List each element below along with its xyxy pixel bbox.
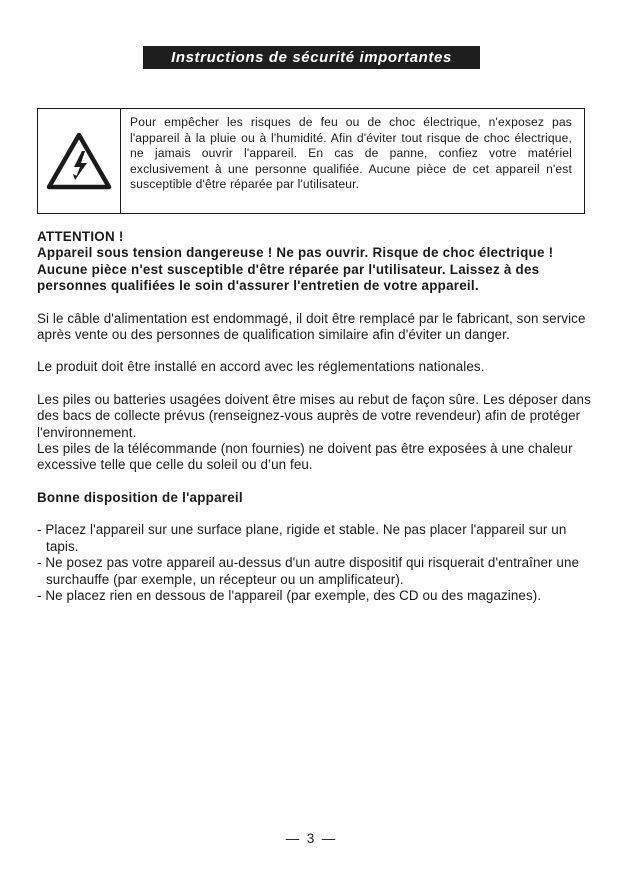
batteries-paragraph: Les piles ou batteries usagées doivent être mises au rebut de façon sûre. Les déposer dans des bacs de collecte prévus (renseignez-vous auprès de votre revendeur) afin de protéger l'environnement. [37,391,591,440]
page-number: — 3 — [285,831,336,846]
list-item: - Placez l'appareil sur une surface plane, rigide et stable. Ne pas placer l'appareil sur un tapis. [37,522,567,554]
attention-heading: ATTENTION ! [37,229,124,244]
list-item: - Ne placez rien en dessous de l'appareil (par exemple, des CD ou des magazines). [37,587,542,603]
cable-paragraph: Si le câble d'alimentation est endommagé, il doit être remplacé par le fabricant, son service après vente ou des personnes de qualification similaire afin d'éviter un danger. [37,310,586,343]
list-item: - Ne posez pas votre appareil au-dessus d'un autre dispositif qui risquerait d'entraîner une surchauffe (par exemple, un récepteur ou un amplificateur). [37,555,580,587]
electric-shock-warning-icon [46,132,112,190]
main-content [37,229,599,604]
warning-icon-cell [38,109,121,213]
warning-text: Pour empêcher les risques de feu ou de choc électrique, n'exposez pas l'appareil à la pluie ou à l'humidité. Afin d'éviter tout risque de choc électrique, ne jamais ouvrir l'appareil. En cas de panne, confiez votre matériel exclusivement à une personne qualifiée. Aucune pièce de cet appareil n'est susceptible d'être réparée par l'utilisateur. [130,115,572,192]
page-title: Instructions de sécurité importantes [143,46,480,69]
warning-box [37,108,585,214]
attention-text: Appareil sous tension dangereuse ! Ne pas ouvrir. Risque de choc électrique ! Aucune pièce n'est susceptible d'être réparée par l'utilisateur. Laissez à des personnes qualifiées le soin d'assurer l'entretien de votre appareil. [37,245,554,294]
placement-heading: Bonne disposition de l'appareil [37,489,243,505]
remote-batteries-paragraph: Les piles de la télécommande (non fournies) ne doivent pas être exposées à une chaleur excessive telle que celle du soleil ou d’un feu. [37,441,573,473]
installation-paragraph: Le produit doit être installé en accord avec les réglementations nationales. [37,359,485,375]
